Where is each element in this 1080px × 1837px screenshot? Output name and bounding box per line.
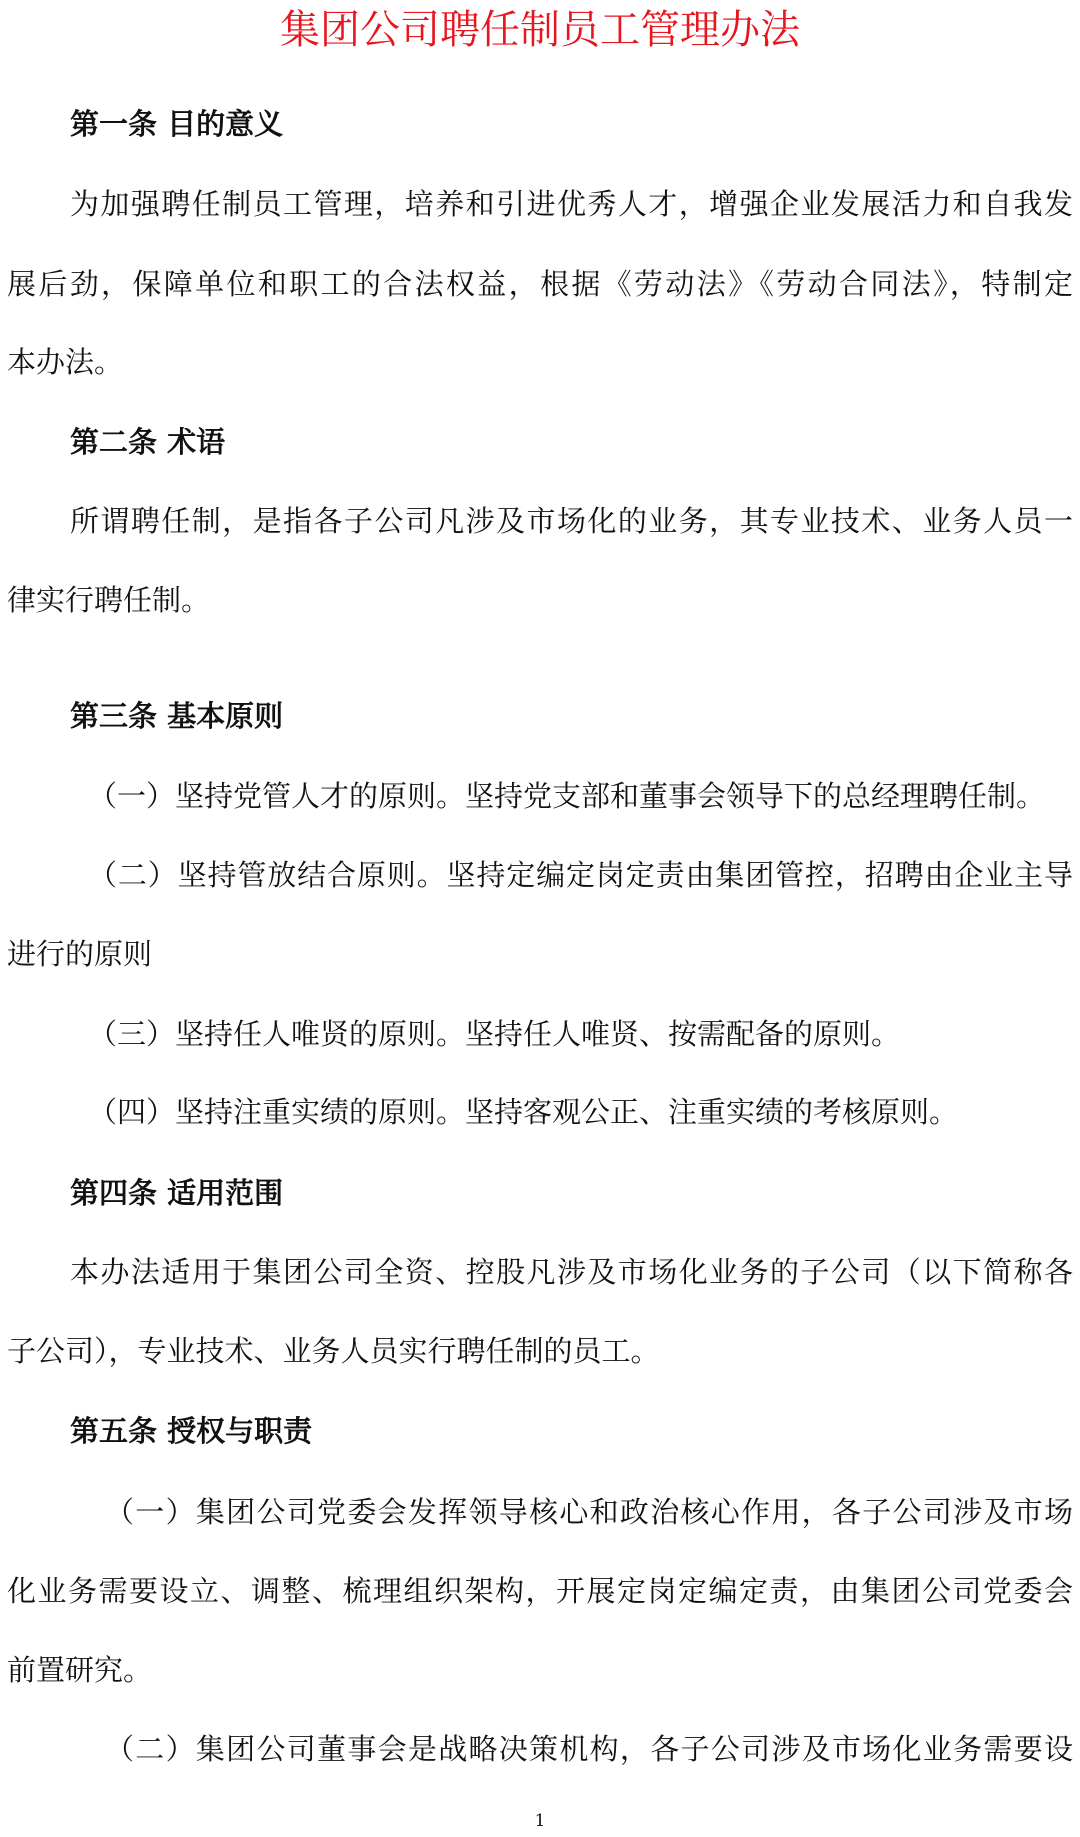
article-5-item-1-cont-1: 化业务需要设立、调整、梳理组织架构，开展定岗定编定责，由集团公司党委会 [7,1574,1073,1608]
page-number: 1 [534,1811,546,1831]
article-1-line-1: 为加强聘任制员工管理，培养和引进优秀人才，增强企业发展活力和自我发 [70,187,1073,221]
article-4-line-2: 子公司），专业技术、业务人员实行聘任制的员工。 [7,1334,660,1368]
article-3-item-2-cont: 进行的原则 [7,937,153,971]
article-5-heading: 第五条 授权与职责 [70,1414,313,1448]
article-1-line-3: 本办法。 [7,345,124,379]
article-3-item-4: （四）坚持注重实绩的原则。坚持客观公正、注重实绩的考核原则。 [88,1095,959,1129]
article-1-heading: 第一条 目的意义 [70,107,284,141]
article-4-heading: 第四条 适用范围 [70,1176,284,1210]
article-4-line-1: 本办法适用于集团公司全资、控股凡涉及市场化业务的子公司（以下简称各 [70,1255,1073,1289]
article-5-item-2: （二）集团公司董事会是战略决策机构，各子公司涉及市场化业务需要设 [105,1732,1073,1766]
article-2-heading: 第二条 术语 [70,425,226,459]
article-3-heading: 第三条 基本原则 [70,699,284,733]
article-3-item-2: （二）坚持管放结合原则。坚持定编定岗定责由集团管控，招聘由企业主导 [88,858,1073,892]
article-5-item-1: （一）集团公司党委会发挥领导核心和政治核心作用，各子公司涉及市场 [105,1495,1073,1529]
article-1-line-2: 展后劲，保障单位和职工的合法权益，根据《劳动法》《劳动合同法》，特制定 [7,267,1073,301]
article-2-line-1: 所谓聘任制，是指各子公司凡涉及市场化的业务，其专业技术、业务人员一 [70,504,1073,538]
document-title: 集团公司聘任制员工管理办法 [280,7,800,53]
article-2-line-2: 律实行聘任制。 [7,583,211,617]
article-3-item-1: （一）坚持党管人才的原则。坚持党支部和董事会领导下的总经理聘任制。 [88,779,1046,813]
article-3-item-3: （三）坚持任人唯贤的原则。坚持任人唯贤、按需配备的原则。 [88,1017,901,1051]
article-5-item-1-cont-2: 前置研究。 [7,1653,153,1687]
